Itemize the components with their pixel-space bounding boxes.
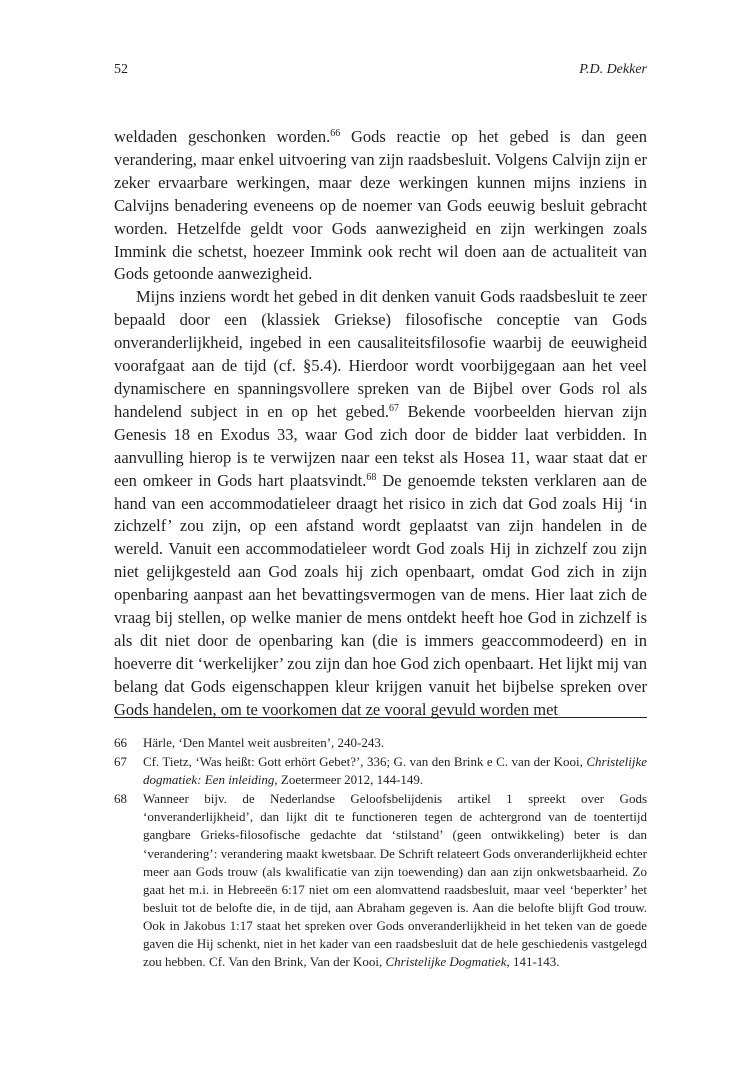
footnote-text-a: Wanneer bijv. de Nederlandse Geloofsbelijdenis artikel 1 spreekt over Gods ‘onveranderlijkheid’, dan lijkt dit te functioneren tegen de achtergrond van de toentertijd gangbare Grieks-filosofische gedachte dat ‘stilstand’ (geen ontwikkeling) beter is dan ‘verandering’: verandering maakt kwetsbaar. De Schrift relateert Gods onveranderlijkheid echter meer aan Gods trouw (als kwalificatie van zijn toewending) dan aan zijn onkwetsbaarheid. Zo gaat het m.i. in Hebreeën 6:17 niet om een alomvattend raadsbesluit, maar veel ‘beperkter’ het besluit tot de belofte die, in de tijd, aan Abraham gegeven is. Aan die belofte blijft God trouw. Ook in Jakobus 1:17 staat het spreken over Gods onveranderlijkheid in het teken van de goede gaven die Hij schenkt, niet in het kader van een raadsbesluit dat de hele geschiedenis vastgelegd zou hebben. Cf. Van den Brink, Van der Kooi, (143, 791, 647, 970)
footnote-text-b: , Zoetermeer 2012, 144-149. (274, 772, 424, 788)
footnote-68 (114, 790, 647, 971)
paragraph-1-text-a: weldaden geschonken worden. (114, 127, 331, 146)
page-header (114, 62, 647, 84)
footnote-text-b: , 141-143. (506, 954, 560, 970)
footnote-number: 67 (114, 754, 127, 770)
footnote-book-title: Christelijke Dogmatiek (385, 954, 507, 970)
footnote-67 (114, 753, 647, 789)
footnote-number: 66 (114, 735, 127, 750)
footnote-ref-67[interactable]: 67 (388, 402, 399, 414)
paragraph-1-text-b: Gods reactie op het gebed is dan geen verandering, maar enkel uitvoering van zijn raadsbesluit. Volgens Calvijn zijn er zeker ervaarbare werkingen, maar deze werkingen kunnen mijns inziens in Calvijns benadering eveneens op de noemer van Gods eeuwig besluit gebracht worden. Hetzelfde geldt voor Gods aanwezigheid en zijn werkingen zoals Immink die schetst, hoezeer Immink ook recht wil doen aan de actualiteit van Gods getoonde aanwezigheid. (114, 127, 647, 284)
footnote-ref-66[interactable]: 66 (330, 128, 341, 139)
paragraph-2 (114, 286, 647, 721)
page-number: 52 (114, 62, 128, 77)
footnote-number: 68 (114, 791, 127, 807)
paragraph-2-text-c: De genoemde teksten verklaren aan de hand van een accommodatieleer draagt het risico in zich dat God zoals Hij ‘in zichzelf’ zou zijn, op een afstand wordt geplaatst van zijn handelen in de wereld. Vanuit een accommodatieleer wordt God zoals Hij in zichzelf zou zijn niet gelijkgesteld aan God zoals hij zich openbaart, omdat God zich in zijn openbaring aanpast aan het bevattingsvermogen van de mens. Hier laat zich de vraag bij stellen, op welke manier de mens ontdekt heeft hoe God in zichzelf is als dit niet door de openbaring kan (die is immers geaccommodeerd) en in hoeverre dit ‘werkelijker’ zou zijn dan hoe God zich openbaart. Het lijkt mij van belang dat Gods eigenschappen kleur krijgen vanuit het bijbelse spreken over Gods handelen, om te voorkomen dat ze vooral gevuld worden met (114, 470, 647, 719)
running-head: P.D. Dekker (579, 62, 647, 77)
footnote-text: Härle, ‘Den Mantel weit ausbreiten’, 240-243. (143, 735, 385, 750)
footnote-text-a: Cf. Tietz, ‘Was heißt: Gott erhört Gebet?’, 336; G. van den Brink e C. van der Kooi, (143, 754, 587, 770)
footnote-ref-68[interactable]: 68 (366, 471, 377, 483)
footnote-66 (114, 734, 647, 752)
paragraph-2-text-b: Bekende voorbeelden hiervan zijn Genesis 18 en Exodus 33, waar God zich door de bidder laat verbidden. In aanvulling hierop is te verwijzen naar een tekst als Hosea 11, waar staat dat er een omkeer in Gods hart plaatsvindt. (114, 401, 647, 490)
paragraph-2-text-a: Mijns inziens wordt het gebed in dit denken vanuit Gods raadsbesluit te zeer bepaald door een (klassiek Griekse) filosofische conceptie van Gods onveranderlijkheid, ingebed in een causaliteitsfilosofie waarbij de eeuwigheid voorafgaat aan de tijd (cf. §5.4). Hierdoor wordt voorbijgegaan aan het veel dynamischere en spanningsvollere spreken van de Bijbel over Gods rol als handelend subject in en op het gebed. (114, 287, 647, 421)
footnotes (114, 734, 647, 972)
body-text (114, 126, 647, 722)
footnote-book-title: Christelijke dogmatiek: Een inleiding (143, 754, 647, 788)
footnote-divider (114, 717, 647, 718)
paragraph-1 (114, 126, 647, 286)
